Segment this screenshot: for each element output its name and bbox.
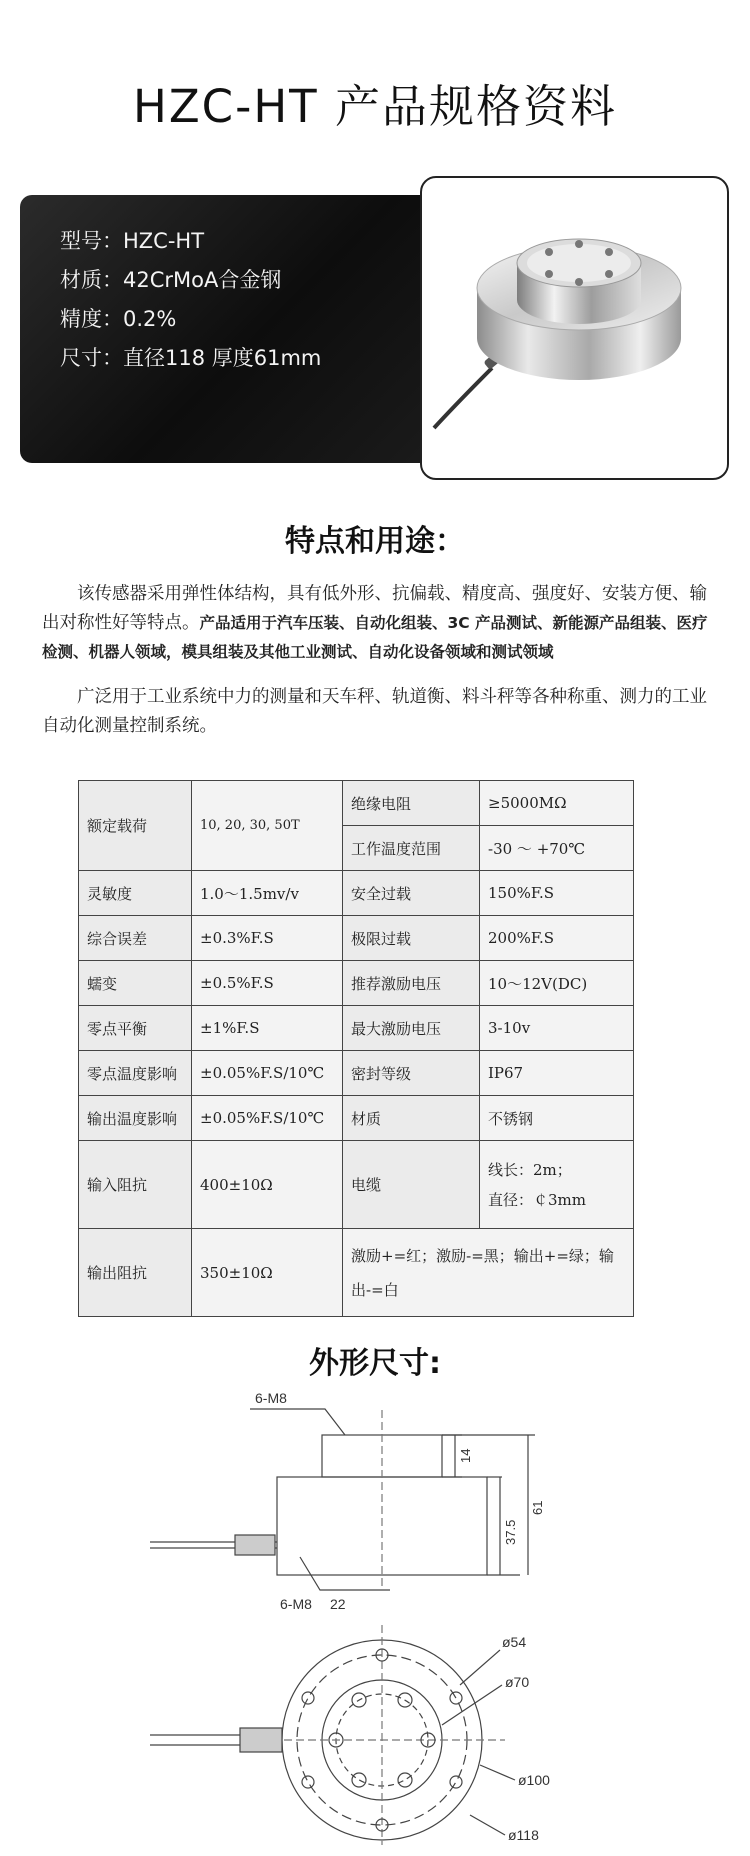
table-cell-label: 输出阻抗 — [79, 1229, 192, 1317]
spec-material-label: 材质： — [60, 268, 123, 292]
table-cell-value: 10～12V(DC) — [480, 961, 634, 1006]
spec-size-value: 直径118 厚度61mm — [123, 346, 322, 370]
table-cell-label: 输入阻抗 — [79, 1141, 192, 1229]
label-d70: ø70 — [505, 1674, 530, 1690]
cable-length: 线长：2m； — [488, 1160, 572, 1179]
page-title: HZC-HT 产品规格资料 — [133, 80, 617, 133]
cable-diameter: 直径：￠3mm — [488, 1190, 586, 1209]
spec-accuracy-label: 精度： — [60, 307, 123, 331]
table-cell-label: 材质 — [343, 1096, 480, 1141]
dimensions-heading: 外形尺寸: — [309, 1346, 441, 1381]
table-cell-label: 电缆 — [343, 1141, 480, 1229]
table-cell-label: 极限过载 — [343, 916, 480, 961]
label-dim-61: 61 — [530, 1500, 545, 1515]
product-photo — [420, 176, 729, 480]
table-cell-label: 安全过载 — [343, 871, 480, 916]
spec-model — [60, 225, 204, 255]
load-cell-illustration — [422, 178, 727, 478]
spec-accuracy-value: 0.2% — [123, 307, 177, 331]
table-cell-value: 不锈钢 — [480, 1096, 634, 1141]
spec-model-label: 型号： — [60, 229, 123, 253]
table-cell-label: 综合误差 — [79, 916, 192, 961]
spec-size — [60, 342, 321, 372]
table-cell-value: 350±10Ω — [192, 1229, 343, 1317]
spec-model-value: HZC-HT — [123, 229, 205, 253]
table-cell-label: 推荐激励电压 — [343, 961, 480, 1006]
features-paragraph-2: 广泛用于工业系统中力的测量和天车秤、轨道衡、料斗秤等各种称重、测力的工业自动化测量控制系统。 — [42, 687, 707, 736]
table-cell-label: 输出温度影响 — [79, 1096, 192, 1141]
features-paragraph-1 — [42, 580, 712, 667]
table-cell-value: ±0.05%F.S/10℃ — [192, 1051, 343, 1096]
table-cell-label: 工作温度范围 — [343, 826, 480, 871]
label-top-holes: 6-M8 — [255, 1390, 287, 1406]
table-cell-value: 1.0～1.5mv/v — [192, 871, 343, 916]
label-bottom-holes: 6-M8 — [280, 1596, 312, 1612]
table-cell-value: 3-10v — [480, 1006, 634, 1051]
spec-table — [78, 780, 634, 1317]
table-cell-value: 400±10Ω — [192, 1141, 343, 1229]
spec-material — [60, 264, 281, 294]
table-cell-value — [480, 1141, 634, 1229]
dimension-drawing — [130, 1385, 600, 1845]
table-cell-label: 密封等级 — [343, 1051, 480, 1096]
table-cell-label: 蠕变 — [79, 961, 192, 1006]
label-d118: ø118 — [508, 1827, 539, 1843]
features-heading: 特点和用途： — [285, 524, 465, 559]
label-dim-37-5: 37.5 — [503, 1519, 518, 1545]
table-cell-label: 零点平衡 — [79, 1006, 192, 1051]
spec-card — [20, 195, 440, 463]
label-bottom-depth: 22 — [330, 1596, 346, 1612]
table-cell-value: IP67 — [480, 1051, 634, 1096]
table-cell-value: ±0.3%F.S — [192, 916, 343, 961]
label-d100: ø100 — [518, 1772, 550, 1788]
features-paragraph-1-text: 该传感器采用弹性体结构，具有低外形、抗偏载、精度高、强度好、安装方便、输出对称性好等特点。 — [42, 584, 707, 633]
table-cell-wiring: 激励+=红；激励-=黑；输出+=绿；输出-=白 — [343, 1229, 634, 1317]
table-cell-label: 灵敏度 — [79, 871, 192, 916]
features-paragraph-1-apps: 产品适用于汽车压装、自动化组装、3C 产品测试、新能源产品组装、医疗检测、机器人领域，模具组装及其他工业测试、自动化设备领域和测试领域 — [42, 614, 708, 661]
table-cell-value: -30 ～ +70℃ — [480, 826, 634, 871]
table-cell-label: 额定载荷 — [79, 781, 192, 871]
table-cell-label: 零点温度影响 — [79, 1051, 192, 1096]
table-cell-value: 150%F.S — [480, 871, 634, 916]
spec-accuracy — [60, 303, 176, 333]
table-cell-label: 最大激励电压 — [343, 1006, 480, 1051]
spec-size-label: 尺寸： — [60, 346, 123, 370]
label-dim-14: 14 — [458, 1448, 473, 1463]
spec-material-value: 42CrMoA合金钢 — [123, 268, 282, 292]
table-cell-value: 200%F.S — [480, 916, 634, 961]
table-cell-value: ±0.05%F.S/10℃ — [192, 1096, 343, 1141]
table-cell-value: ≥5000MΩ — [480, 781, 634, 826]
table-cell-value: ±1%F.S — [192, 1006, 343, 1051]
table-cell-value: 10, 20, 30, 50T — [192, 781, 343, 871]
label-d54: ø54 — [502, 1634, 527, 1650]
table-cell-value: ±0.5%F.S — [192, 961, 343, 1006]
table-cell-label: 绝缘电阻 — [343, 781, 480, 826]
